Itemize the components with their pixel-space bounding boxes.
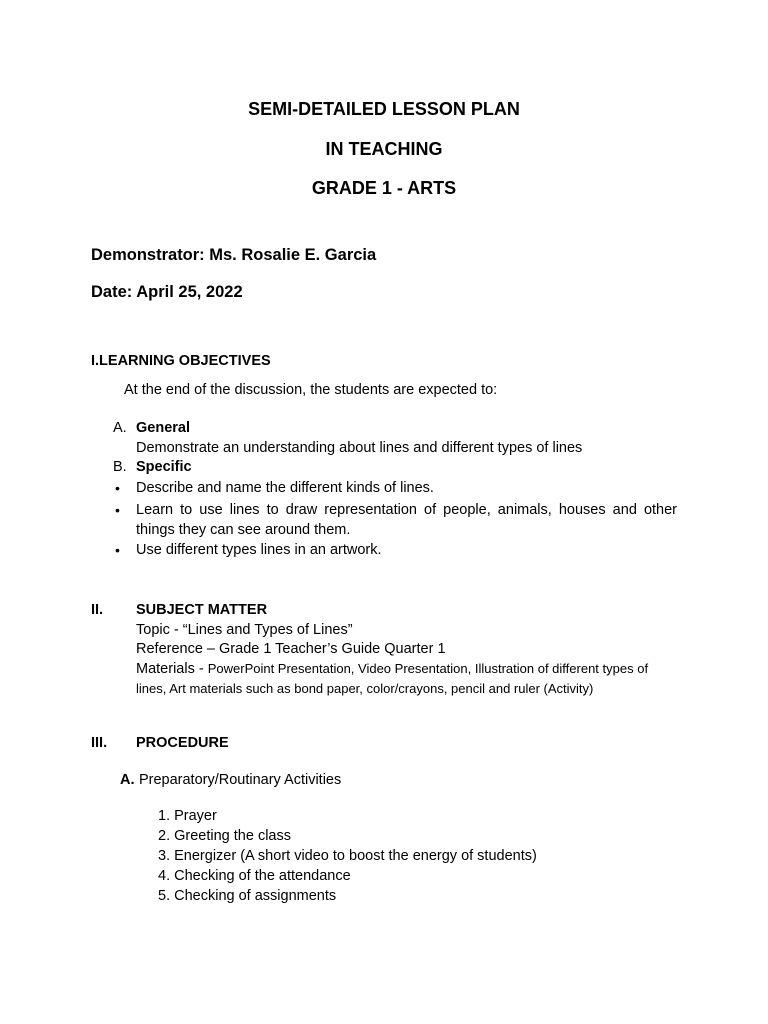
materials-text: PowerPoint Presentation, Video Presentation, Illustration of different types of: [207, 661, 649, 676]
general-text: Demonstrate an understanding about lines and different types of lines: [136, 440, 583, 456]
procedure-a-label: Preparatory/Routinary Activities: [138, 772, 342, 788]
general-label: General: [136, 420, 190, 436]
subject-matter-numeral: II.: [91, 602, 104, 618]
bullet-symbol: •: [115, 480, 120, 496]
bullet-item: Use different types lines in an artwork.: [136, 542, 382, 558]
subject-materials-line-1: [136, 660, 648, 678]
bullet-item: Describe and name the different kinds of lines.: [136, 480, 434, 496]
bullet-item: Learn to use lines to draw representation of people, animals, houses and other: [136, 502, 677, 518]
procedure-a-line: [120, 771, 341, 789]
bullet-symbol: •: [115, 502, 120, 518]
specific-label: Specific: [136, 459, 192, 475]
bullet-item-continuation: things they can see around them.: [136, 522, 351, 538]
title-line-2: IN TEACHING: [325, 139, 443, 159]
title-line-3: GRADE 1 - ARTS: [311, 178, 457, 198]
subject-matter-heading: SUBJECT MATTER: [136, 602, 268, 618]
objectives-intro: At the end of the discussion, the students are expected to:: [124, 382, 498, 398]
procedure-step: 5. Checking of assignments: [158, 888, 337, 904]
procedure-heading: PROCEDURE: [136, 735, 229, 751]
procedure-step: 3. Energizer (A short video to boost the energy of students): [158, 848, 537, 864]
procedure-a-marker: A.: [120, 772, 135, 788]
procedure-numeral: III.: [91, 735, 108, 751]
materials-label: Materials -: [136, 661, 208, 677]
procedure-step: 1. Prayer: [158, 808, 217, 824]
bullet-symbol: •: [115, 542, 120, 558]
subject-materials-line-2: lines, Art materials such as bond paper, color/crayons, pencil and ruler (Activity): [136, 681, 594, 696]
specific-marker: B.: [113, 459, 127, 475]
procedure-step: 4. Checking of the attendance: [158, 868, 351, 884]
demonstrator-line: Demonstrator: Ms. Rosalie E. Garcia: [91, 246, 377, 264]
subject-topic: Topic - “Lines and Types of Lines”: [136, 622, 353, 638]
objectives-heading: I.LEARNING OBJECTIVES: [91, 353, 271, 369]
title-line-1: SEMI-DETAILED LESSON PLAN: [248, 99, 520, 119]
date-line: Date: April 25, 2022: [91, 283, 243, 301]
subject-reference: Reference – Grade 1 Teacher’s Guide Quarter 1: [136, 641, 446, 657]
procedure-step: 2. Greeting the class: [158, 828, 291, 844]
general-marker: A.: [113, 420, 127, 436]
